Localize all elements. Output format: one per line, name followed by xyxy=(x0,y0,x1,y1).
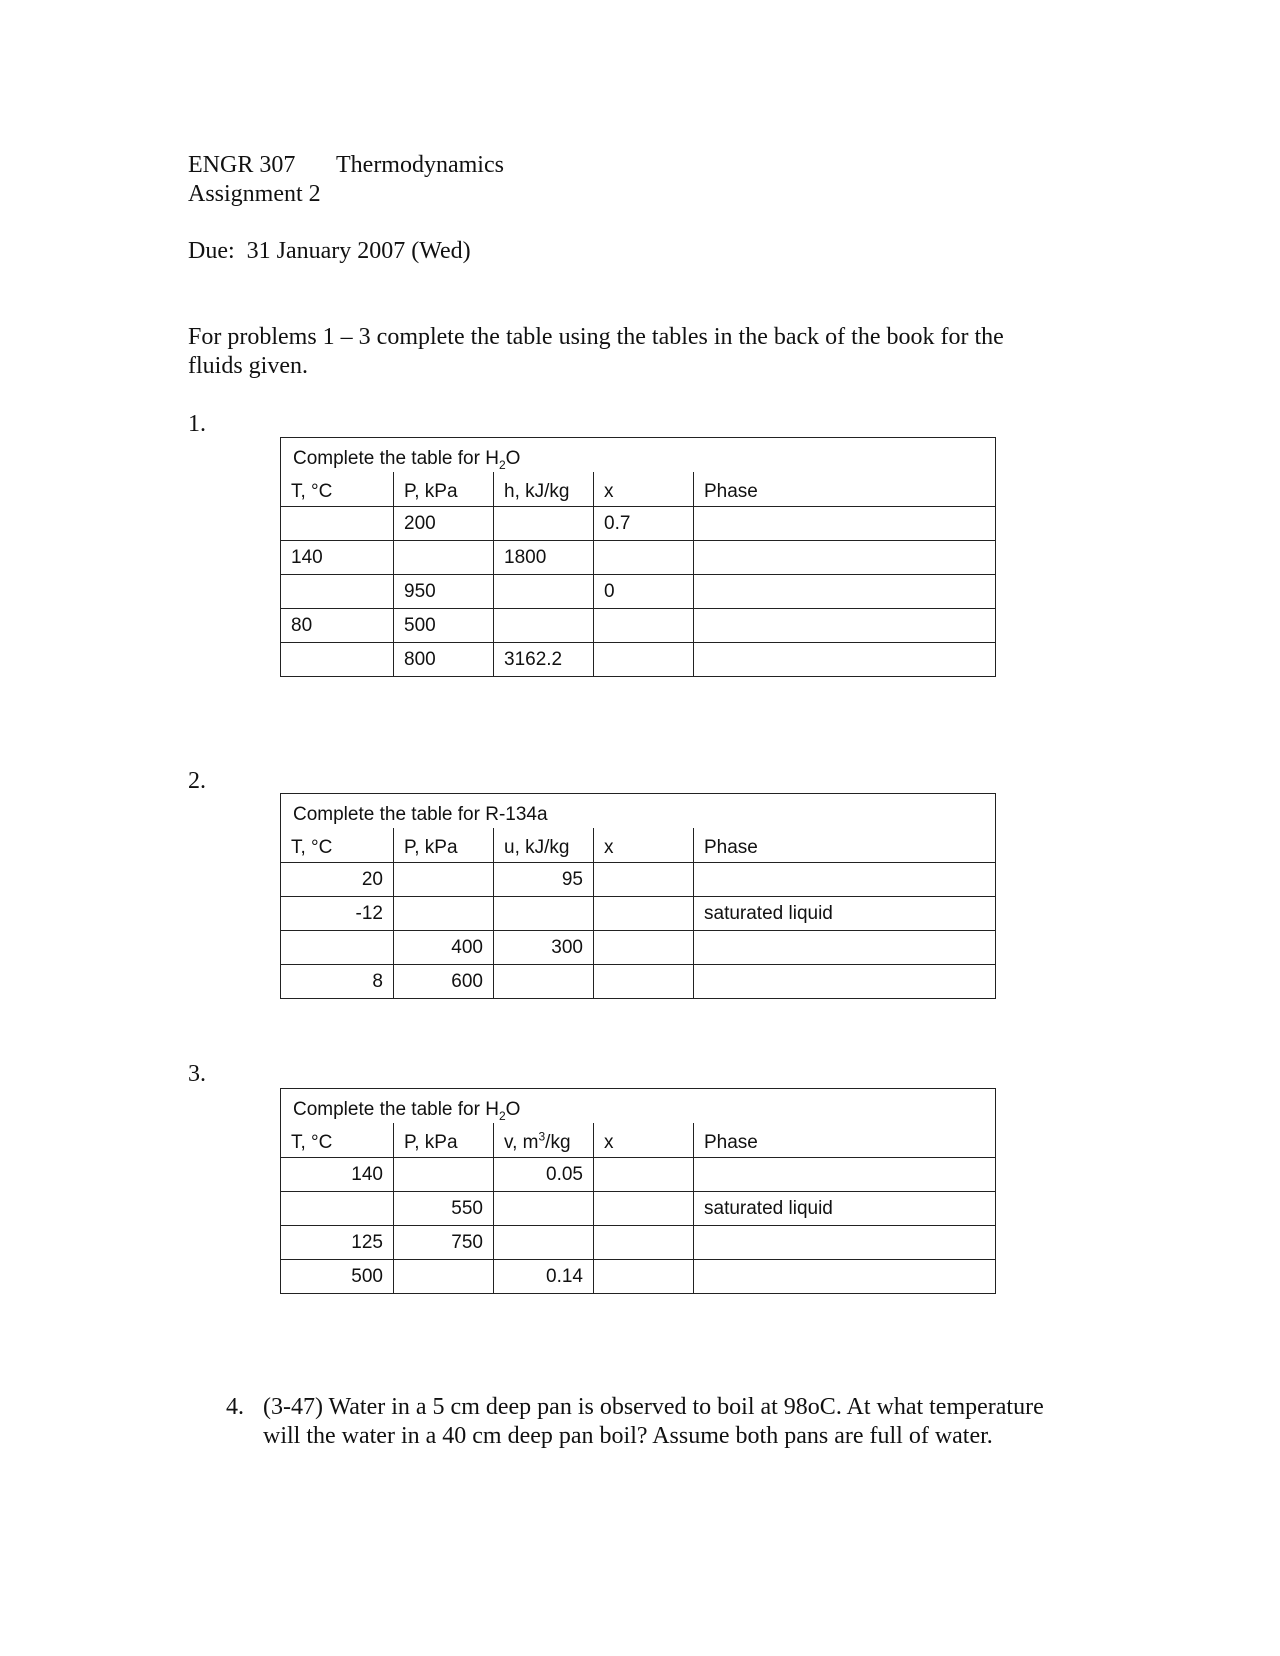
table-cell: 550 xyxy=(393,1192,493,1225)
table-cell xyxy=(693,1226,995,1259)
table-cell: 750 xyxy=(393,1226,493,1259)
header-pressure: P, kPa xyxy=(393,472,493,506)
table-row xyxy=(281,1225,995,1259)
table-cell xyxy=(693,1158,995,1191)
table-cell xyxy=(493,507,593,540)
table-title: Complete the table for $H_2O$ xyxy=(293,448,521,472)
course-code: ENGR 307 xyxy=(188,152,296,178)
table-cell: 200 xyxy=(393,507,493,540)
table-cell xyxy=(393,897,493,930)
table-cell: 0.14 xyxy=(493,1260,593,1293)
table-cell: saturated liquid xyxy=(693,897,995,930)
table-cell xyxy=(493,965,593,998)
intro-text: For problems 1 – 3 complete the table using the tables in the back of the book for the fluids given. xyxy=(188,324,1004,379)
problem-2-table xyxy=(280,793,996,999)
table-cell xyxy=(693,541,995,574)
table-header-row xyxy=(281,1123,995,1157)
problem-1-table xyxy=(280,437,996,677)
table-cell xyxy=(693,575,995,608)
due-date: Due: 31 January 2007 (Wed) xyxy=(188,238,471,264)
table-cell xyxy=(593,965,693,998)
header-specific-volume: v, $m^3/kg$ xyxy=(493,1123,593,1157)
table-cell xyxy=(593,897,693,930)
table-row xyxy=(281,930,995,964)
table-row xyxy=(281,574,995,608)
table-cell xyxy=(393,1158,493,1191)
table-cell: -12 xyxy=(355,903,383,924)
table-cell: 140 xyxy=(291,547,323,568)
table-cell xyxy=(693,643,995,676)
table-cell: 3162.2 xyxy=(493,643,593,676)
header-quality: x xyxy=(593,1123,693,1157)
header-phase: Phase xyxy=(693,472,995,506)
table-cell xyxy=(593,609,693,642)
table-row xyxy=(281,1157,995,1191)
table-cell xyxy=(593,541,693,574)
table-cell: 500 xyxy=(393,609,493,642)
assignment-title: Assignment 2 xyxy=(188,181,321,207)
table-cell xyxy=(281,643,393,676)
table-cell: 0.05 xyxy=(493,1158,593,1191)
problem-4-text: (3-47) Water in a 5 cm deep pan is observed to boil at 98oC. At what temperature will the water in a 40 cm deep pan boil? Assume both pans are full of water. xyxy=(263,1394,1044,1449)
table-cell xyxy=(593,1260,693,1293)
table-cell: 80 xyxy=(291,615,313,636)
header-phase: Phase xyxy=(693,1123,995,1157)
table-cell xyxy=(593,863,693,896)
table-header-row xyxy=(281,828,995,862)
table-row xyxy=(281,1259,995,1293)
table-cell xyxy=(693,863,995,896)
table-cell xyxy=(493,609,593,642)
table-cell: 950 xyxy=(393,575,493,608)
table-cell: saturated liquid xyxy=(693,1192,995,1225)
table-cell xyxy=(693,1260,995,1293)
table-row xyxy=(281,1191,995,1225)
table-title: Complete the table for $H_2O$ xyxy=(293,1099,521,1123)
table-cell: 600 xyxy=(393,965,493,998)
table-cell xyxy=(593,643,693,676)
problem-number: 3. xyxy=(188,1061,206,1087)
header-temperature: T, °C xyxy=(291,1132,333,1153)
problem-number: 2. xyxy=(188,768,206,794)
table-cell xyxy=(493,575,593,608)
table-cell: 140 xyxy=(351,1164,383,1185)
table-cell xyxy=(693,609,995,642)
table-cell xyxy=(281,931,393,964)
table-row xyxy=(281,862,995,896)
table-row xyxy=(281,964,995,998)
header-internal-energy: u, kJ/kg xyxy=(493,828,593,862)
problem-number: 4. xyxy=(226,1394,244,1420)
table-cell xyxy=(393,863,493,896)
table-row xyxy=(281,506,995,540)
header-enthalpy: h, kJ/kg xyxy=(493,472,593,506)
table-row xyxy=(281,642,995,676)
table-cell xyxy=(281,1192,393,1225)
problem-number: 1. xyxy=(188,411,206,437)
table-row xyxy=(281,540,995,574)
header-quality: x xyxy=(593,828,693,862)
table-cell: 95 xyxy=(493,863,593,896)
header-pressure: P, kPa xyxy=(393,1123,493,1157)
table-cell xyxy=(281,507,393,540)
table-cell: 500 xyxy=(351,1266,383,1287)
header-temperature: T, °C xyxy=(291,837,333,858)
table-cell: 20 xyxy=(361,869,383,890)
table-row xyxy=(281,608,995,642)
table-cell: 300 xyxy=(493,931,593,964)
table-cell xyxy=(593,1158,693,1191)
table-cell: 0.7 xyxy=(593,507,693,540)
table-header-row xyxy=(281,472,995,506)
table-cell xyxy=(393,541,493,574)
table-cell: 400 xyxy=(393,931,493,964)
table-cell: 800 xyxy=(393,643,493,676)
table-cell xyxy=(281,575,393,608)
table-cell xyxy=(693,507,995,540)
course-subject: Thermodynamics xyxy=(336,152,504,178)
table-cell: 1800 xyxy=(493,541,593,574)
table-cell xyxy=(593,1226,693,1259)
table-row xyxy=(281,896,995,930)
table-title: Complete the table for R-134a xyxy=(293,804,548,825)
table-cell xyxy=(593,931,693,964)
table-cell xyxy=(493,897,593,930)
header-phase: Phase xyxy=(693,828,995,862)
header-temperature: T, °C xyxy=(291,481,333,502)
table-cell xyxy=(393,1260,493,1293)
header-quality: x xyxy=(593,472,693,506)
header-pressure: P, kPa xyxy=(393,828,493,862)
problem-3-table xyxy=(280,1088,996,1294)
table-cell xyxy=(693,965,995,998)
table-cell xyxy=(593,1192,693,1225)
table-cell: 8 xyxy=(372,971,383,992)
table-cell xyxy=(693,931,995,964)
table-cell: 125 xyxy=(351,1232,383,1253)
table-cell xyxy=(493,1192,593,1225)
table-cell: 0 xyxy=(593,575,693,608)
table-cell xyxy=(493,1226,593,1259)
